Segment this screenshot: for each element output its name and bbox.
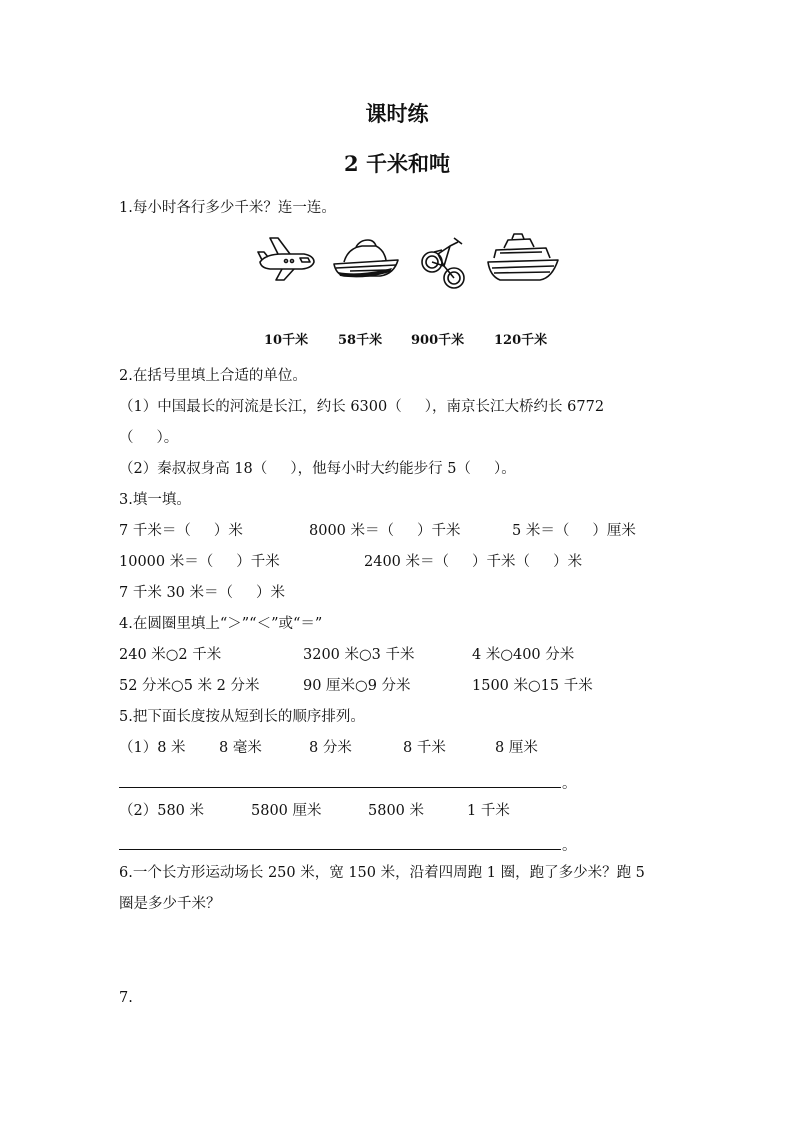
- distance-option: 120千米: [494, 333, 548, 348]
- q3-blank: 8000 米＝（ ）千米: [309, 523, 461, 539]
- q5-prompt: 5.把下面长度按从短到长的顺序排列。: [119, 709, 365, 725]
- distance-option: 58千米: [338, 333, 383, 348]
- length-item: 5800 米: [368, 803, 425, 819]
- q3-blank: 5 米＝（ ）厘米: [512, 523, 636, 539]
- airplane-icon: [256, 232, 318, 282]
- length-item: 8 毫米: [219, 740, 262, 756]
- answer-line: [119, 787, 561, 788]
- length-item: 8 厘米: [495, 740, 538, 756]
- q2-prompt: 2.在括号里填上合适的单位。: [119, 368, 307, 384]
- q4-compare: 1500 米○15 千米: [472, 678, 593, 694]
- motorboat-icon: [330, 232, 402, 282]
- q4-prompt: 4.在圆圈里填上“＞”“＜”或“＝”: [119, 616, 323, 632]
- q4-compare: 90 厘米○9 分米: [303, 678, 411, 694]
- q6-text-line-1: 6.一个长方形运动场长 250 米，宽 150 米，沿着四周跑 1 圈，跑了多少米？跑 5: [119, 865, 645, 881]
- q4-compare: 52 分米○5 米 2 分米: [119, 678, 260, 694]
- length-item: 1 千米: [467, 803, 510, 819]
- q1-prompt: 1.每小时各行多少千米？连一连。: [119, 200, 336, 216]
- bicycle-icon: [418, 232, 470, 292]
- q3-prompt: 3.填一填。: [119, 492, 191, 508]
- q2-item-1: （1）中国最长的河流是长江，约长 6300（ ），南京长江大桥约长 6772: [119, 399, 605, 415]
- q6-text-line-2: 圈是多少千米？: [119, 896, 221, 912]
- answer-line: [119, 849, 561, 850]
- length-item: 8 分米: [309, 740, 352, 756]
- q7-label: 7.: [119, 990, 133, 1006]
- length-item: 5800 厘米: [251, 803, 322, 819]
- q3-blank: 7 千米＝（ ）米: [119, 523, 243, 539]
- q4-compare: 3200 米○3 千米: [303, 647, 415, 663]
- q4-compare: 4 米○400 分米: [472, 647, 575, 663]
- q2-item-2: （2）秦叔叔身高 18（ ），他每小时大约能步行 5（ ）。: [119, 461, 516, 477]
- q3-blank: 2400 米＝（ ）千米（ ）米: [364, 554, 583, 570]
- q2-item-1-cont: （ ）。: [119, 430, 179, 446]
- q4-compare: 240 米○2 千米: [119, 647, 222, 663]
- length-item: 8 千米: [403, 740, 446, 756]
- q5-part-label: （2）580 米: [119, 803, 205, 819]
- answer-end-mark: 。: [562, 776, 577, 792]
- page-title: 课时练: [365, 101, 429, 126]
- ship-icon: [486, 232, 560, 284]
- distance-option: 900千米: [411, 333, 465, 348]
- q3-blank: 7 千米 30 米＝（ ）米: [119, 585, 286, 601]
- answer-end-mark: 。: [562, 838, 577, 854]
- vehicle-pictures: [250, 232, 560, 297]
- distance-option: 10千米: [264, 333, 309, 348]
- q3-blank: 10000 米＝（ ）千米: [119, 554, 280, 570]
- q5-part-label: （1）8 米: [119, 740, 186, 756]
- lesson-subtitle: 2 千米和吨: [344, 151, 450, 176]
